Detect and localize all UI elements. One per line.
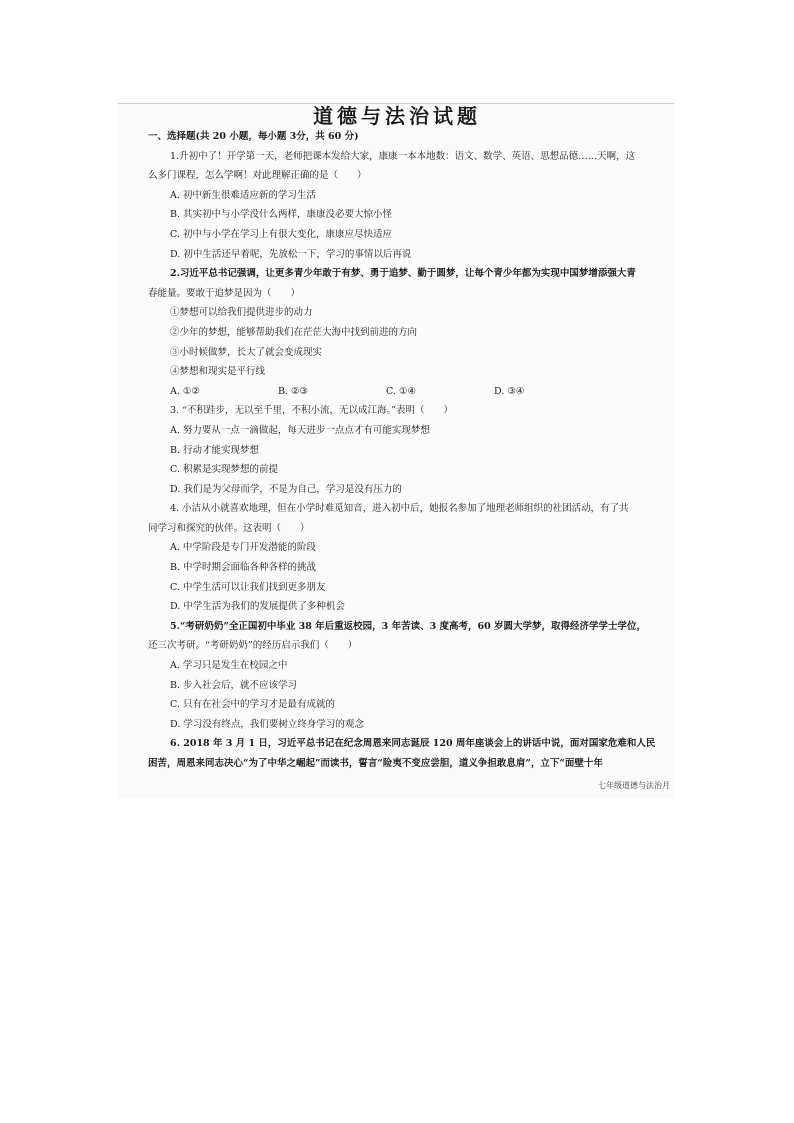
section-heading: 一、选择题(共 20 小题，每小题 3分，共 60 分) — [148, 131, 359, 142]
q4-option-c: C. 中学生活可以让我们找到更多朋友 — [170, 581, 326, 593]
q6-stem-line1: 6. 2018 年 3 月 1 日，习近平总书记在纪念周恩来同志诞辰 120 周年座谈会上的讲话中说，面对国家危难和人民 — [170, 738, 656, 750]
q4-option-d: D. 中学生活为我们的发展提供了多种机会 — [170, 601, 345, 613]
q5-option-c: C. 只有在社会中的学习才是最有成就的 — [170, 699, 335, 711]
q4-stem-line2: 同学习和探究的伙伴。这表明（ ） — [148, 522, 310, 534]
q5-stem-line1: 5.“考研奶奶”全正国初中毕业 38 年后重返校园，3 年苦读、3 度高考，60 岁圆大学梦，取得经济学学士学位， — [170, 620, 647, 632]
q1-stem-line1: 1.升初中了！开学第一天，老师把课本发给大家，康康一本本地数：语文、数学、英语、思想品德……天啊，这 — [170, 150, 636, 162]
q2-options-row — [148, 382, 663, 402]
q5-option-b: B. 步入社会后，就不应该学习 — [170, 679, 298, 691]
q4-stem-line1: 4. 小洁从小就喜欢地理，但在小学时难觅知音，进入初中后，她报名参加了地理老师组织的社团活动，有了共 — [170, 503, 629, 515]
q1-option-c: C. 初中与小学在学习上有很大变化，康康应尽快适应 — [170, 228, 392, 240]
exam-content — [148, 127, 663, 774]
q1-option-a: A. 初中新生很难适应新的学习生活 — [170, 189, 316, 201]
q4-option-a: A. 中学阶段是专门开发潜能的阶段 — [170, 542, 316, 554]
q2-statement-2: ②少年的梦想，能够帮助我们在茫茫大海中找到前进的方向 — [170, 326, 418, 338]
q6-stem-line2: 困苦，周恩来同志决心“为了中华之崛起”而读书，誓言“险夷不变应尝胆，道义争担敢息肩”，立下“面壁十年 — [148, 758, 603, 769]
q2-option-d: D. ③④ — [494, 385, 525, 397]
q2-stem-line2: 春能量。要敢于追梦是因为（ ） — [148, 287, 301, 299]
q1-stem-line2: 么多门课程，怎么学啊！对此理解正确的是（ ） — [148, 170, 367, 182]
page-footer: 七年级道德与法治月 — [598, 781, 670, 790]
q2-statement-4: ④梦想和现实是平行线 — [170, 366, 266, 378]
q2-option-b: B. ②③ — [278, 385, 309, 397]
q2-statement-1: ①梦想可以给我们提供进步的动力 — [170, 307, 313, 319]
q3-option-d: D. 我们是为父母而学，不是为自己，学习是没有压力的 — [170, 483, 402, 495]
q3-option-c: C. 积累是实现梦想的前提 — [170, 464, 278, 476]
q2-statement-3: ③小时候做梦，长大了就会变成现实 — [170, 346, 323, 358]
q2-option-a: A. ①② — [170, 385, 200, 397]
q3-option-b: B. 行动才能实现梦想 — [170, 444, 260, 456]
q3-option-a: A. 努力要从一点一滴做起，每天进步一点点才有可能实现梦想 — [170, 424, 430, 436]
q5-stem-line2: 还三次考研。“考研奶奶”的经历启示我们（ ） — [148, 640, 358, 652]
q3-stem: 3. “不积跬步，无以至千里，不积小流，无以成江海。”表明（ ） — [170, 405, 454, 417]
q4-option-b: B. 中学时期会面临各种各样的挑战 — [170, 562, 317, 574]
q5-option-a: A. 学习只是发生在校园之中 — [170, 660, 288, 672]
q2-option-c: C. ①④ — [386, 385, 417, 397]
q5-option-d: D. 学习没有终点，我们要树立终身学习的观念 — [170, 718, 364, 730]
q1-option-d: D. 初中生活还早着呢，先放松一下，学习的事情以后再说 — [170, 248, 412, 260]
q1-option-b: B. 其实初中与小学没什么两样，康康没必要大惊小怪 — [170, 209, 393, 221]
exam-title: 道德与法治试题 — [313, 104, 481, 128]
q2-stem-line1: 2.习近平总书记强调，让更多青少年敢于有梦、勇于追梦、勤于圆梦，让每个青少年都为实现中国梦增添强大青 — [170, 268, 636, 280]
